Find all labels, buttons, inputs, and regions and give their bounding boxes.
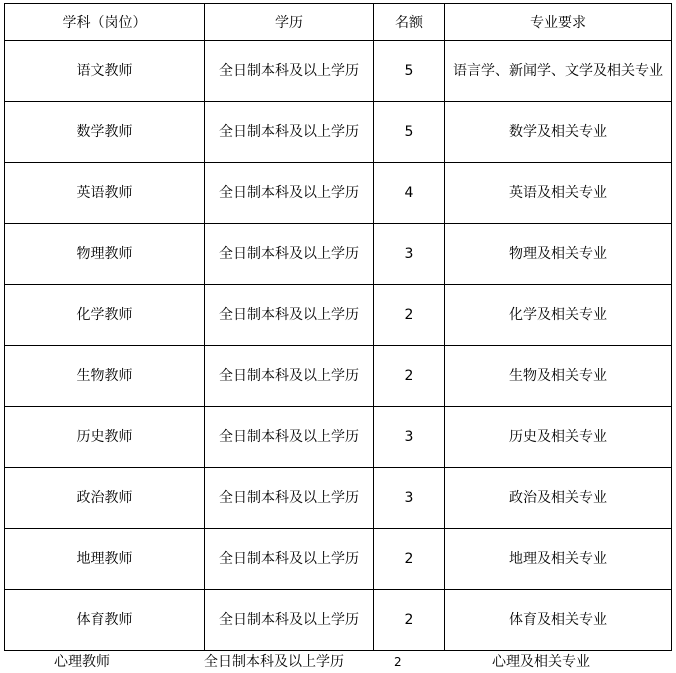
count-cell: 5: [374, 41, 445, 102]
major-cell: 地理及相关专业: [445, 529, 672, 590]
trailing-major: 心理及相关专业: [492, 654, 590, 670]
subject-cell: 历史教师: [5, 407, 205, 468]
subject-cell: 语文教师: [5, 41, 205, 102]
education-cell: 全日制本科及以上学历: [205, 224, 374, 285]
recruitment-table: [4, 3, 672, 651]
table-row: [5, 163, 672, 224]
major-cell: 数学及相关专业: [445, 102, 672, 163]
table-row: [5, 346, 672, 407]
education-cell: 全日制本科及以上学历: [205, 285, 374, 346]
major-cell: 英语及相关专业: [445, 163, 672, 224]
table-row: [5, 224, 672, 285]
education-cell: 全日制本科及以上学历: [205, 41, 374, 102]
table-row: [5, 41, 672, 102]
trailing-row: [0, 652, 676, 673]
subject-cell: 英语教师: [5, 163, 205, 224]
major-cell: 生物及相关专业: [445, 346, 672, 407]
count-cell: 2: [374, 590, 445, 651]
subject-cell: 地理教师: [5, 529, 205, 590]
education-cell: 全日制本科及以上学历: [205, 407, 374, 468]
education-cell: 全日制本科及以上学历: [205, 163, 374, 224]
table-row: [5, 468, 672, 529]
count-cell: 3: [374, 407, 445, 468]
major-cell: 语言学、新闻学、文学及相关专业: [445, 41, 672, 102]
subject-cell: 化学教师: [5, 285, 205, 346]
count-cell: 3: [374, 224, 445, 285]
subject-cell: 物理教师: [5, 224, 205, 285]
trailing-count: 2: [394, 655, 402, 669]
education-cell: 全日制本科及以上学历: [205, 346, 374, 407]
header-count: 名额: [374, 4, 445, 41]
count-cell: 3: [374, 468, 445, 529]
major-cell: 化学及相关专业: [445, 285, 672, 346]
trailing-subject: 心理教师: [54, 654, 110, 670]
education-cell: 全日制本科及以上学历: [205, 468, 374, 529]
count-cell: 2: [374, 346, 445, 407]
header-subject: 学科（岗位）: [5, 4, 205, 41]
count-cell: 5: [374, 102, 445, 163]
subject-cell: 生物教师: [5, 346, 205, 407]
table-row: [5, 529, 672, 590]
header-education: 学历: [205, 4, 374, 41]
major-cell: 历史及相关专业: [445, 407, 672, 468]
count-cell: 2: [374, 529, 445, 590]
education-cell: 全日制本科及以上学历: [205, 102, 374, 163]
count-cell: 2: [374, 285, 445, 346]
table-row: [5, 285, 672, 346]
major-cell: 体育及相关专业: [445, 590, 672, 651]
major-cell: 政治及相关专业: [445, 468, 672, 529]
major-cell: 物理及相关专业: [445, 224, 672, 285]
education-cell: 全日制本科及以上学历: [205, 529, 374, 590]
table-row: [5, 102, 672, 163]
subject-cell: 数学教师: [5, 102, 205, 163]
trailing-education: 全日制本科及以上学历: [204, 654, 344, 670]
header-major: 专业要求: [445, 4, 672, 41]
count-cell: 4: [374, 163, 445, 224]
subject-cell: 体育教师: [5, 590, 205, 651]
table-row: [5, 407, 672, 468]
education-cell: 全日制本科及以上学历: [205, 590, 374, 651]
table-row: [5, 590, 672, 651]
subject-cell: 政治教师: [5, 468, 205, 529]
header-row: [5, 4, 672, 41]
